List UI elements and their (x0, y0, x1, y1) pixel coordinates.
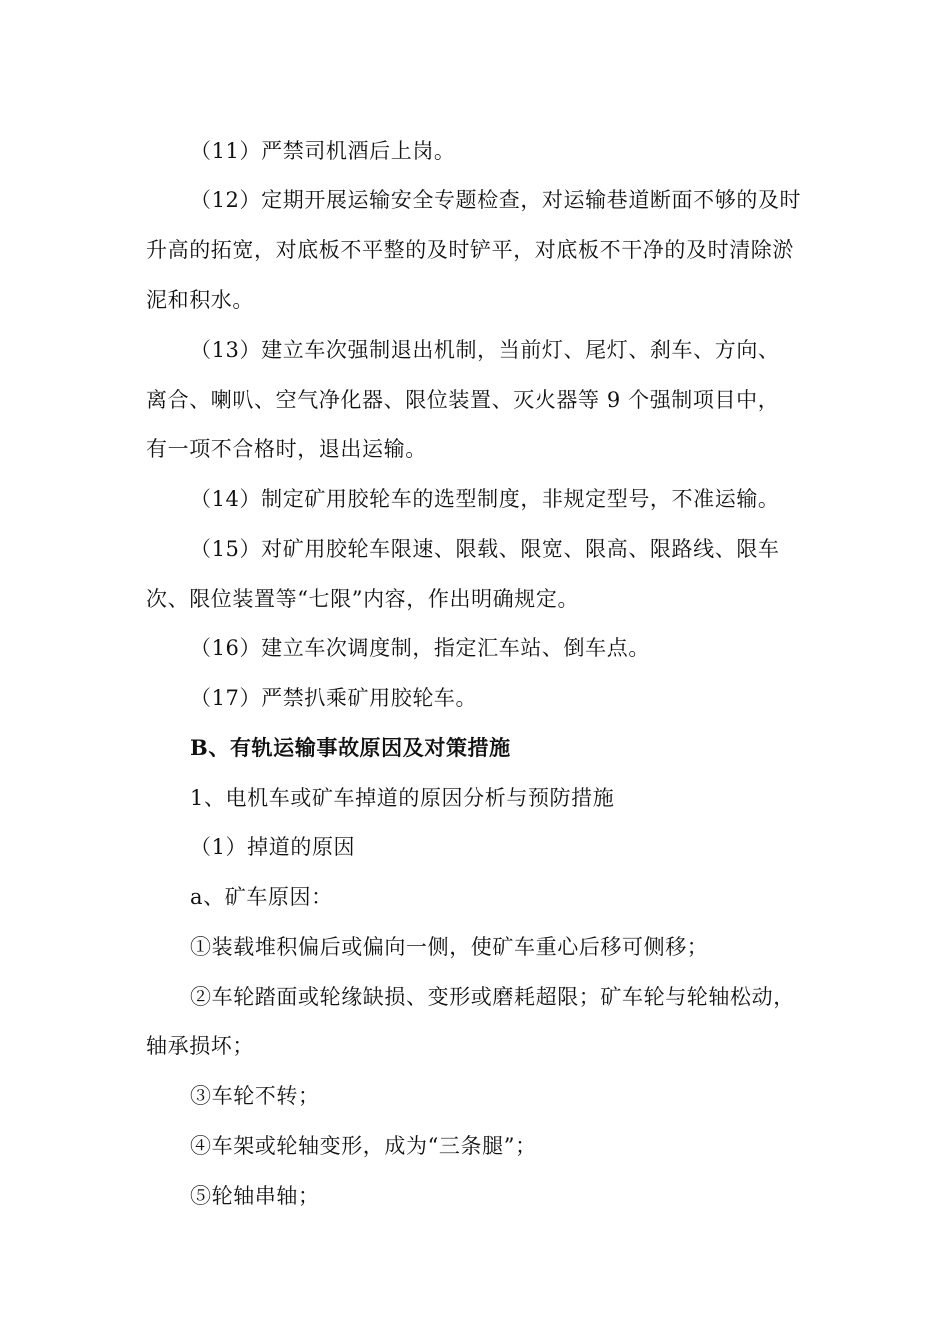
paragraph-line: a、矿车原因： (190, 885, 333, 909)
paragraph-line: （15）对矿用胶轮车限速、限载、限宽、限高、限路线、限车 (190, 537, 780, 561)
paragraph-line: （11）严禁司机酒后上岗。 (190, 139, 456, 163)
paragraph-line: 次、限位装置等“七限”内容，作出明确规定。 (146, 587, 580, 611)
paragraph-line: 轴承损坏； (146, 1034, 254, 1058)
paragraph-line: 离合、喇叭、空气净化器、限位装置、灭火器等 9 个强制项目中， (146, 388, 780, 412)
paragraph-line: （14）制定矿用胶轮车的选型制度，非规定型号，不准运输。 (190, 487, 780, 511)
paragraph-line: 升高的拓宽，对底板不平整的及时铲平，对底板不干净的及时清除淤 (146, 238, 794, 262)
list-item: ②车轮踏面或轮缘缺损、变形或磨耗超限；矿车轮与轮轴松动， (190, 985, 795, 1009)
paragraph-line: 泥和积水。 (146, 288, 254, 312)
section-heading: B、有轨运输事故原因及对策措施 (190, 735, 511, 760)
list-item: ⑤轮轴串轴； (190, 1184, 320, 1208)
paragraph-line: （1）掉道的原因 (190, 835, 356, 859)
paragraph-line: （17）严禁扒乘矿用胶轮车。 (190, 686, 478, 710)
paragraph-line: （16）建立车次调度制，指定汇车站、倒车点。 (190, 636, 650, 660)
paragraph-line: 有一项不合格时，退出运输。 (146, 437, 427, 461)
subsection-heading: 1、电机车或矿车掉道的原因分析与预防措施 (190, 786, 615, 810)
paragraph-line: （12）定期开展运输安全专题检查，对运输巷道断面不够的及时 (190, 188, 802, 212)
list-item: ①装载堆积偏后或偏向一侧，使矿车重心后移可侧移； (190, 935, 709, 959)
paragraph-line: （13）建立车次强制退出机制，当前灯、尾灯、刹车、方向、 (190, 338, 780, 362)
list-item: ④车架或轮轴变形，成为“三条腿”； (190, 1134, 537, 1158)
list-item: ③车轮不转； (190, 1084, 320, 1108)
